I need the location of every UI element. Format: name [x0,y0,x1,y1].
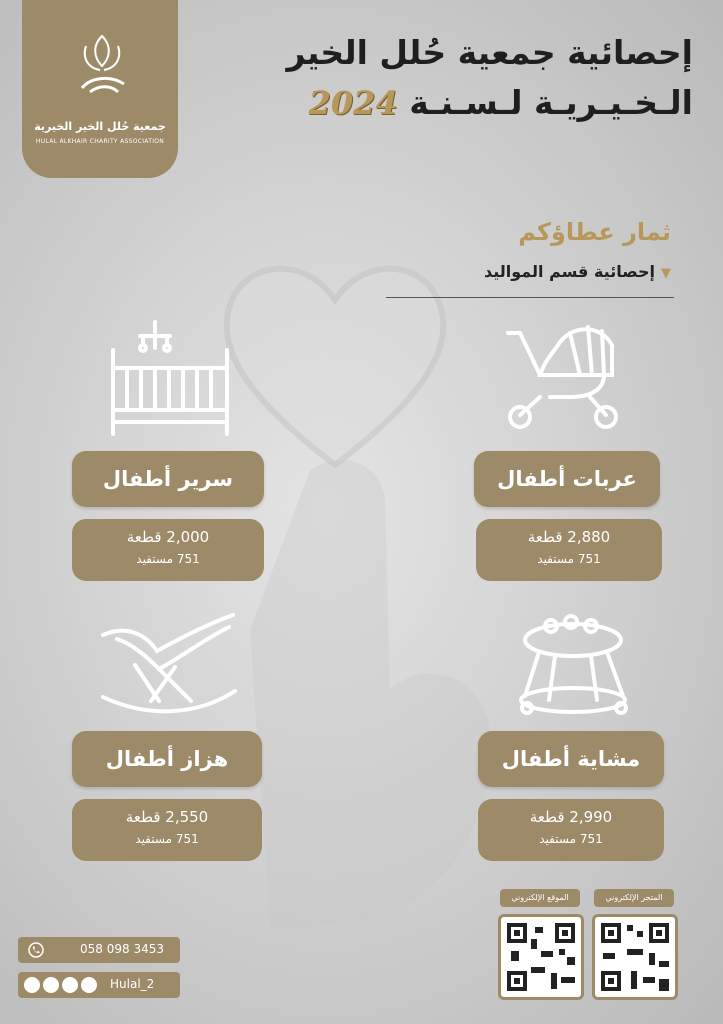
title-line-2 [286,78,693,128]
section-subheading-text: إحصائية قسم المواليد [484,262,655,281]
snapchat-icon[interactable] [24,977,40,993]
item-stroller-quantity: 2,880 قطعة [527,528,611,546]
item-walker-stats [478,799,664,861]
website-qr-label: الموقع الإلكتروني [500,889,580,907]
item-crib-beneficiaries: 751 مستفيد [136,552,200,566]
phone-number: 058 098 3453 [80,942,164,956]
section-subheading [484,262,671,281]
item-rocker-beneficiaries: 751 مستفيد [135,832,199,846]
leaf-logo-icon [72,28,132,98]
item-stroller-beneficiaries: 751 مستفيد [537,552,601,566]
logo [22,0,178,178]
rocker-icon [95,605,240,720]
item-walker-beneficiaries: 751 مستفيد [539,832,603,846]
section-heading: ثمار عطاؤكم [518,218,671,246]
x-icon[interactable] [62,977,78,993]
stroller-icon [500,315,620,433]
phone-icon [28,942,44,958]
social-bar[interactable] [18,972,180,998]
store-qr-code[interactable] [592,914,678,1000]
item-stroller-stats [476,519,662,581]
logo-name-en: HULAL ALKHAIR CHARITY ASSOCIATION [35,138,165,145]
telegram-icon[interactable] [81,977,97,993]
item-stroller-label: عربات أطفال [474,451,660,507]
item-rocker-label: هزاز أطفال [72,731,262,787]
title-line-2-text: الـخـيـريـة لـسـنـة [409,83,693,122]
triangle-down-icon: ▼ [661,266,671,281]
item-walker-quantity: 2,990 قطعة [529,808,613,826]
social-handle: Hulal_2 [110,977,155,991]
crib-icon [105,318,235,438]
page-title [286,28,693,128]
title-year: 2024 [308,84,398,122]
item-rocker-quantity: 2,550 قطعة [125,808,209,826]
baby-walker-icon [515,610,635,720]
divider [386,297,674,298]
phone-bar[interactable] [18,937,180,963]
item-crib-label: سرير أطفال [72,451,264,507]
website-qr-code[interactable] [498,914,584,1000]
item-crib-quantity: 2,000 قطعة [126,528,210,546]
instagram-icon[interactable] [43,977,59,993]
item-rocker-stats [72,799,262,861]
title-line-1: إحصائية جمعية حُلل الخير [286,33,693,72]
logo-name-ar: جمعية حُلل الخير الخيرية [34,120,166,133]
item-crib-stats [72,519,264,581]
item-walker-label: مشاية أطفال [478,731,664,787]
store-qr-label: المتجر الإلكتروني [594,889,674,907]
